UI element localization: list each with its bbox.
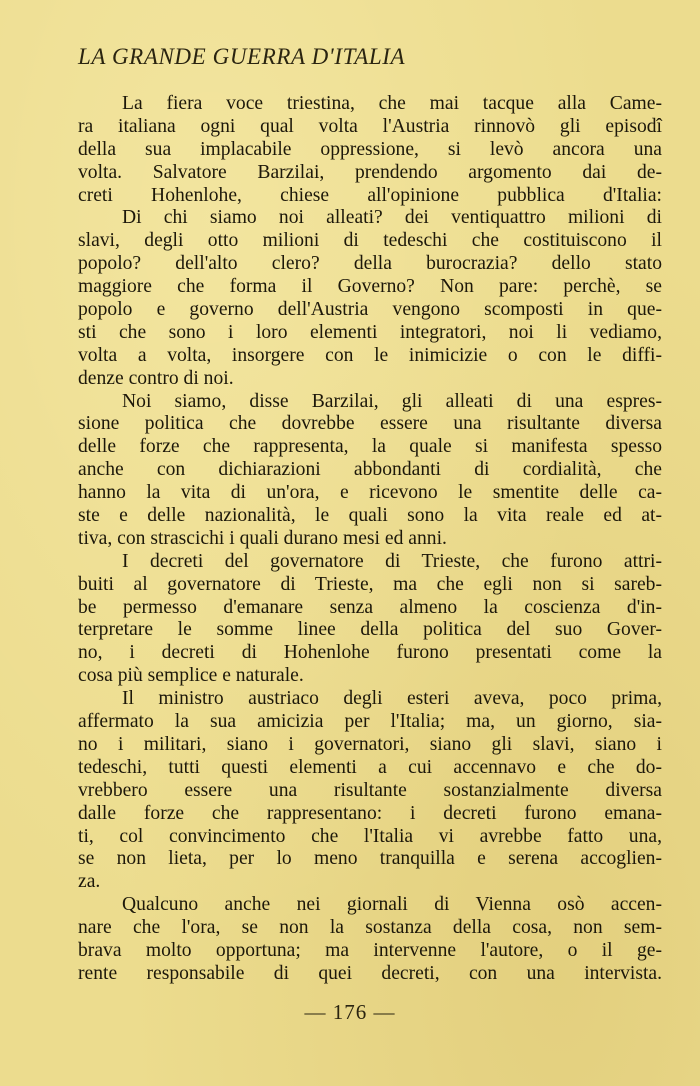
text-line: delle forze che rappresenta, la quale si manifesta spesso <box>78 436 662 458</box>
text-line: Di chi siamo noi alleati? dei ventiquattro milioni di <box>122 207 662 229</box>
text-line: be permesso d'emanare senza almeno la coscienza d'in- <box>78 596 662 618</box>
running-head: LA GRANDE GUERRA D'ITALIA <box>78 44 406 69</box>
text-line: cosa più semplice e naturale. <box>78 665 304 687</box>
text-line: ste e delle nazionalità, le quali sono la vita reale ed at- <box>78 505 662 527</box>
text-line: sti che sono i loro elementi integratori, noi li vediamo, <box>78 321 662 343</box>
text-line: I decreti del governatore di Trieste, che furono attri- <box>122 550 662 572</box>
text-line: Noi siamo, disse Barzilai, gli alleati di una espres- <box>122 390 662 412</box>
text-line: popolo e governo dell'Austria vengono scomposti in que- <box>78 299 662 321</box>
text-line: terpretare le somme linee della politica del suo Gover- <box>78 619 662 641</box>
text-line: dalle forze che rappresentano: i decreti furono emana- <box>78 802 662 824</box>
text-line: creti Hohenlohe, chiese all'opinione pubblica d'Italia: <box>78 184 662 206</box>
text-line: della sua implacabile oppressione, si levò ancora una <box>78 138 662 160</box>
text-line: brava molto opportuna; ma intervenne l'autore, o il ge- <box>78 939 662 961</box>
text-line: buiti al governatore di Trieste, ma che egli non si sareb- <box>78 573 662 595</box>
text-line: vrebbero essere una risultante sostanzialmente diversa <box>78 779 662 801</box>
text-line: ra italiana ogni qual volta l'Austria rinnovò gli episodî <box>78 115 662 137</box>
text-line: ti, col convincimento che l'Italia vi avrebbe fatto una, <box>78 825 662 847</box>
text-line: tiva, con strascichi i quali durano mesi ed anni. <box>78 527 447 549</box>
text-line: Qualcuno anche nei giornali di Vienna osò accen- <box>122 894 662 916</box>
text-line: volta a volta, insorgere con le inimicizie o con le diffi- <box>78 344 662 366</box>
text-line: La fiera voce triestina, che mai tacque alla Came- <box>122 93 662 114</box>
text-line: volta. Salvatore Barzilai, prendendo argomento dai de- <box>78 161 662 183</box>
text-line: maggiore che forma il Governo? Non pare: perchè, se <box>78 276 662 298</box>
text-line: denze contro di noi. <box>78 367 234 389</box>
text-line: hanno la vita di un'ora, e ricevono le smentite delle ca- <box>78 482 662 504</box>
text-line: no, i decreti di Hohenlohe furono presentati come la <box>78 642 662 664</box>
text-line: za. <box>78 871 101 893</box>
text-line: tedeschi, tutti questi elementi a cui accennavo e che do- <box>78 756 662 778</box>
text-line: rente responsabile di quei decreti, con una intervista. <box>78 962 662 984</box>
text-line: nare che l'ora, se non la sostanza della cosa, non sem- <box>78 917 662 939</box>
text-line: se non lieta, per lo meno tranquilla e serena accoglien- <box>78 848 662 870</box>
text-line: no i militari, siano i governatori, siano gli slavi, siano i <box>78 733 662 755</box>
text-line: affermato la sua amicizia per l'Italia; ma, un giorno, sia- <box>78 711 662 733</box>
page-number: — 176 — <box>304 1000 396 1024</box>
text-line: Il ministro austriaco degli esteri aveva, poco prima, <box>122 688 662 710</box>
text-line: popolo? dell'alto clero? della burocrazia? dello stato <box>78 253 662 275</box>
text-line: anche con dichiarazioni abbondanti di cordialità, che <box>78 459 662 481</box>
body-text <box>78 93 662 986</box>
text-line: sione politica che dovrebbe essere una risultante diversa <box>78 413 662 435</box>
text-line: slavi, degli otto milioni di tedeschi che costituiscono il <box>78 230 662 252</box>
